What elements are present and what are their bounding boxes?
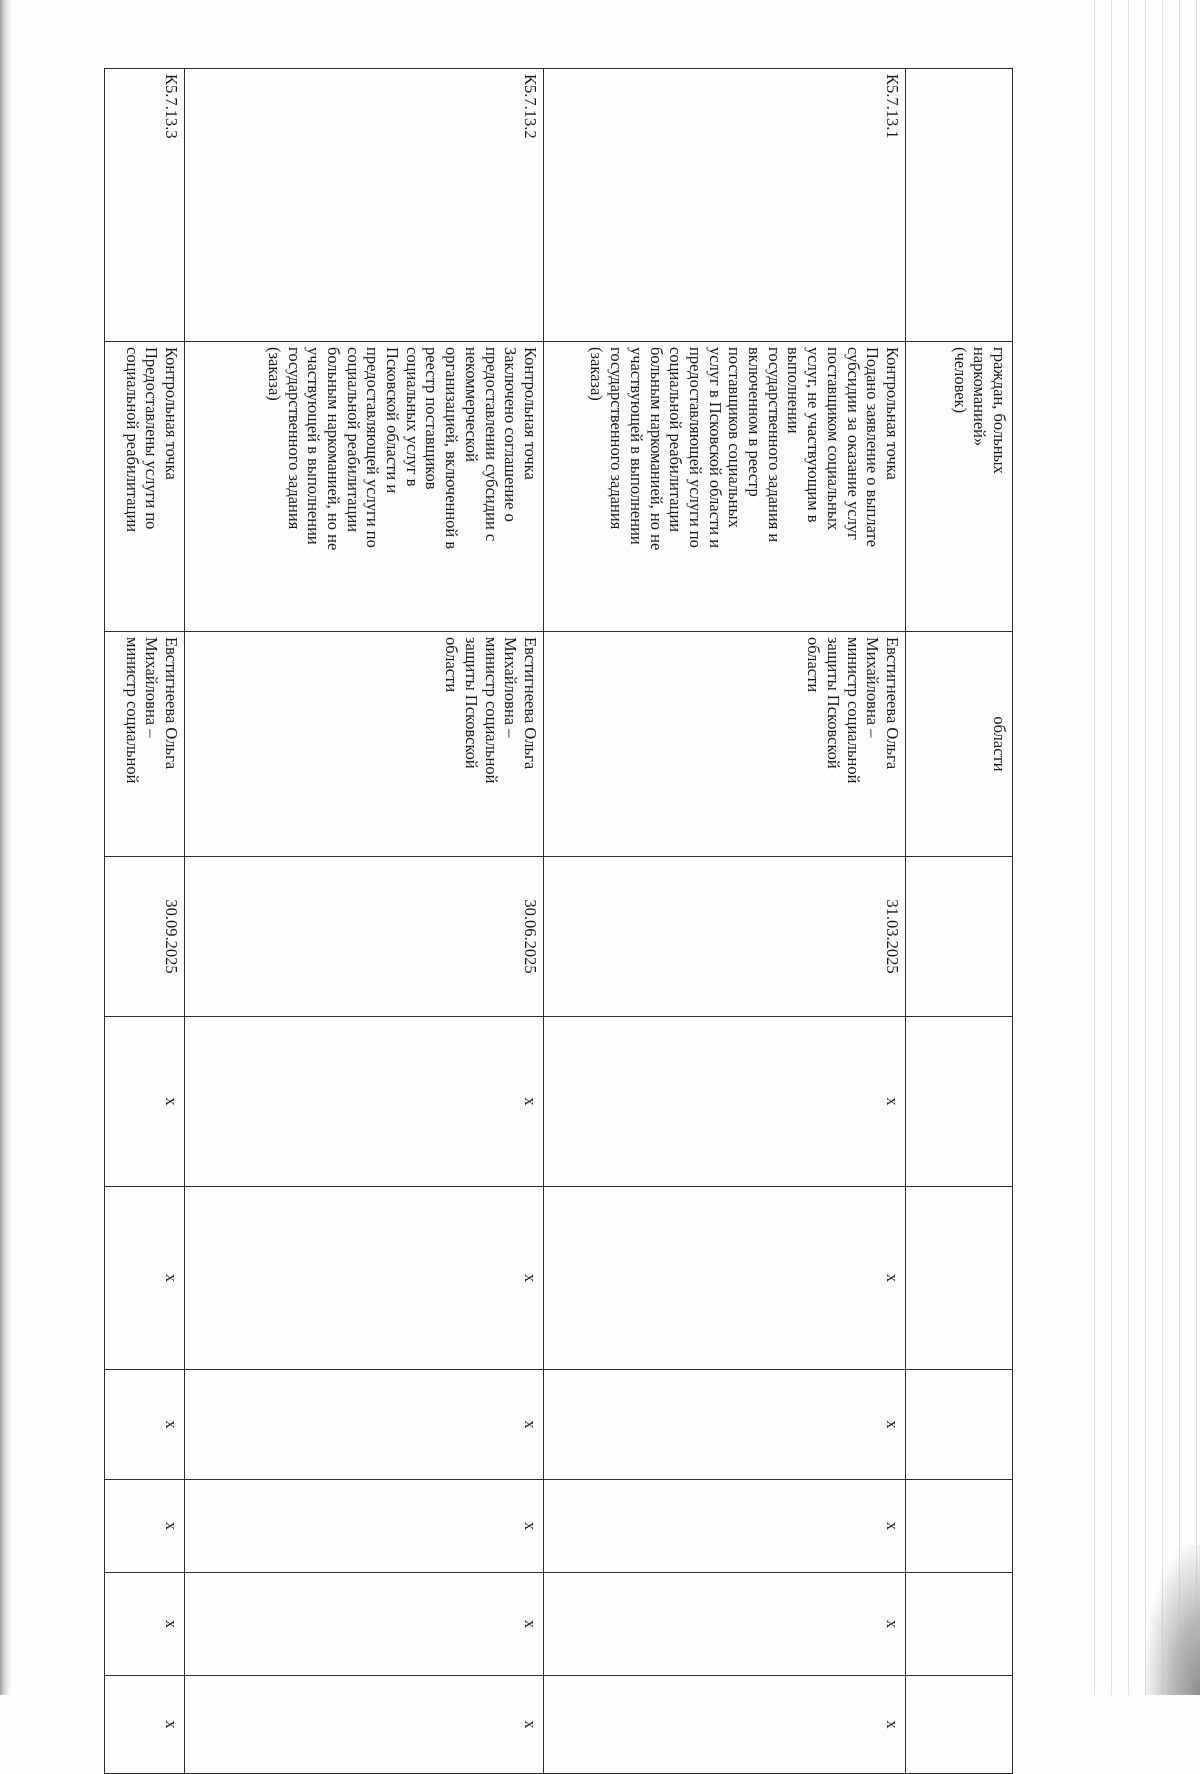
row-responsible: Евстигнеева Ольга Михайловна – министр социальной [105, 632, 185, 857]
row-responsible: Евстигнеева Ольга Михайловна – министр социальной защиты Псковской области [544, 632, 906, 857]
row-mark: x [185, 1370, 544, 1480]
row-name: Контрольная точка Предоставлены услуги по социальной реабилитации [105, 342, 185, 632]
row-mark: x [105, 1480, 185, 1573]
row-date: 31.03.2025 [544, 857, 906, 1017]
row-name: Контрольная точка Заключено соглашение о предоставлении субсидии с некоммерческой организацией, включенной в реестр поставщиков социальных услуг в Псковской области и предоставляющей услуги по социальной реабилитации больным наркоманией, но не участвующей в выполнении государственного задания (заказа) [185, 342, 544, 632]
row-mark [906, 1370, 1013, 1480]
row-mark: x [105, 1573, 185, 1676]
row-name: Контрольная точка Подано заявление о выплате субсидии за оказание услуг поставщиком социальных услуг, не участвующим в выполнении государственного задания и включенном в реестр поставщиков социальных услуг в Псковской области и предоставляющей услуги по социальной реабилитации больным наркоманией, но не участвующей в выполнении государственного задания (заказа) [544, 342, 906, 632]
row-mark [906, 1480, 1013, 1573]
row-name: граждан, больных наркоманией» (человек) [906, 342, 1013, 632]
scan-corner-shadow [1145, 1545, 1200, 1695]
row-mark [906, 1187, 1013, 1370]
row-mark: x [544, 1480, 906, 1573]
row-mark: x [185, 1676, 544, 1774]
row-mark: x [105, 1017, 185, 1187]
row-mark: x [105, 1676, 185, 1774]
row-mark [906, 1676, 1013, 1774]
row-mark: x [185, 1017, 544, 1187]
row-mark: x [544, 1017, 906, 1187]
row-mark: x [105, 1370, 185, 1480]
table-row [544, 69, 906, 1774]
row-code: К5.7.13.2 [185, 69, 544, 342]
row-mark [906, 1017, 1013, 1187]
control-points-table [104, 68, 1013, 1774]
row-mark: x [544, 1187, 906, 1370]
row-mark: x [544, 1676, 906, 1774]
scan-edge-right [1085, 0, 1200, 1695]
row-mark: x [185, 1187, 544, 1370]
row-date: 30.06.2025 [185, 857, 544, 1017]
row-responsible: Евстигнеева Ольга Михайловна – министр социальной защиты Псковской области [185, 632, 544, 857]
row-date [906, 857, 1013, 1017]
table-row [105, 69, 185, 1774]
row-responsible: области [906, 632, 1013, 857]
row-mark: x [544, 1573, 906, 1676]
row-code: К5.7.13.3 [105, 69, 185, 342]
row-mark: x [185, 1480, 544, 1573]
table-row [906, 69, 1013, 1774]
row-mark: x [105, 1187, 185, 1370]
table-row [185, 69, 544, 1774]
row-code: К5.7.13.1 [544, 69, 906, 342]
row-mark: x [544, 1370, 906, 1480]
row-date: 30.09.2025 [105, 857, 185, 1017]
row-mark [906, 1573, 1013, 1676]
row-code [906, 69, 1013, 342]
rotated-page [13, 10, 1013, 1729]
row-mark: x [185, 1573, 544, 1676]
scan-edge-left [0, 0, 12, 1695]
